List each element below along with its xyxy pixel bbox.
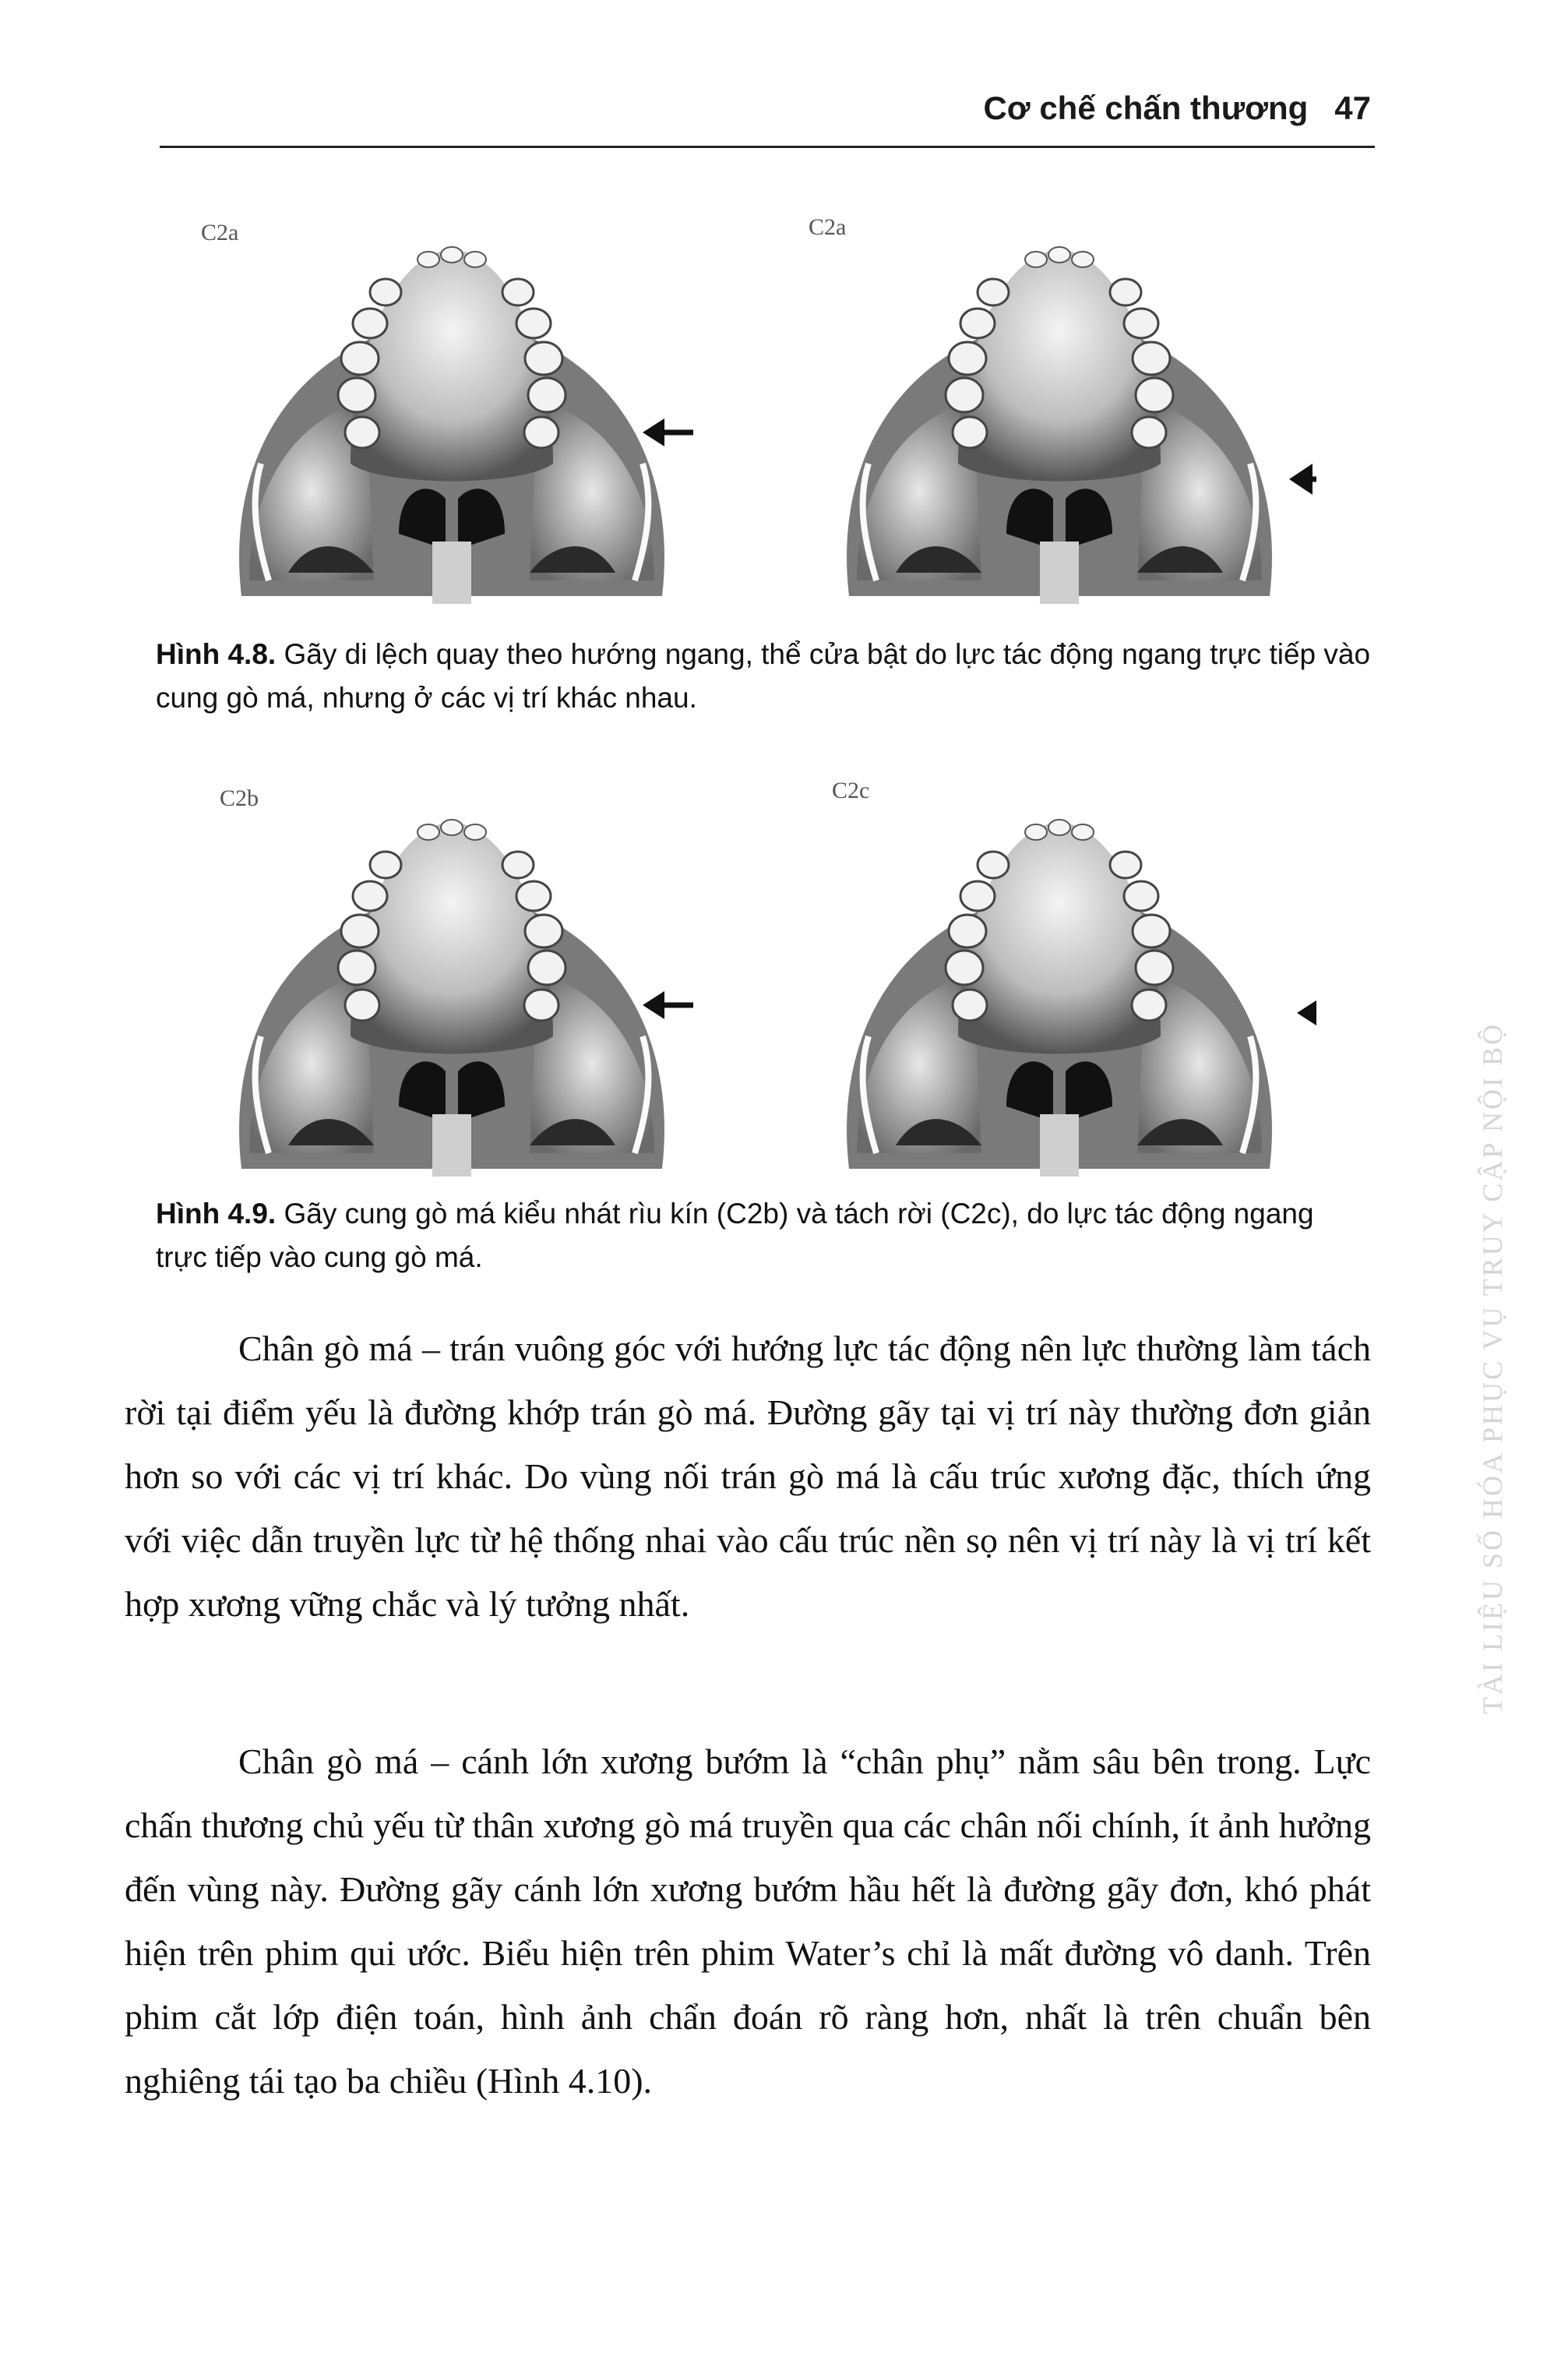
running-header: [919, 90, 1371, 144]
figure-caption-4-9: [156, 1192, 1371, 1279]
caption-ref: Hình 4.9.: [156, 1198, 277, 1230]
figure-label: C2b: [220, 785, 259, 811]
caption-ref: Hình 4.8.: [156, 638, 277, 670]
caption-text: Gãy cung gò má kiểu nhát rìu kín (C2b) và tách rời (C2c), do lực tác động ngang trực tiếp vào cung gò má.: [156, 1198, 1314, 1273]
figure-4-8-right: [802, 191, 1316, 612]
arrow-icon: [1289, 464, 1313, 495]
header-rule: [160, 146, 1375, 148]
skull-illustration: [195, 191, 709, 612]
vertical-side-note: TÀI LIỆU SỐ HÓA PHỤC VỤ TRUY CẬP NỘI BỘ: [1477, 1021, 1508, 1714]
body-paragraph: Chân gò má – cánh lớn xương bướm là “chân phụ” nằm sâu bên trong. Lực chấn thương chủ yếu từ thân xương gò má truyền qua các chân nối chính, ít ảnh hưởng đến vùng này. Đường gãy cánh lớn xương bướm hầu hết là đường gãy đơn, khó phát hiện trên phim qui ước. Biểu hiện trên phim Water’s chỉ là mất đường vô danh. Trên phim cắt lớp điện toán, hình ảnh chẩn đoán rõ ràng hơn, nhất là trên chuẩn bên nghiêng tái tạo ba chiều (Hình 4.10).: [125, 1741, 1371, 2101]
figure-label: C2a: [809, 214, 847, 240]
chapter-title: Cơ chế chấn thương: [983, 90, 1309, 126]
arrow-icon: [643, 991, 664, 1019]
skull-illustration: [802, 771, 1316, 1192]
figure-caption-4-8: [156, 633, 1371, 720]
body-paragraph: Chân gò má – trán vuông góc với hướng lực tác động nên lực thường làm tách rời tại điểm yếu là đường khớp trán gò má. Đường gãy tại vị trí này thường đơn giản hơn so với các vị trí khác. Do vùng nối trán gò má là cấu trúc xương đặc, thích ứng với việc dẫn truyền lực từ hệ thống nhai vào cấu trúc nền sọ nên vị trí này là vị trí kết hợp xương vững chắc và lý tưởng nhất.: [125, 1328, 1371, 1624]
page-number: 47: [1334, 90, 1371, 126]
arrow-icon: [643, 418, 664, 446]
figure-label: C2c: [832, 778, 870, 803]
figure-4-9-left: [195, 771, 709, 1192]
caption-text: Gãy di lệch quay theo hướng ngang, thể cửa bật do lực tác động ngang trực tiếp vào cung gò má, nhưng ở các vị trí khác nhau.: [156, 638, 1371, 714]
arrow-icon: [1297, 999, 1316, 1027]
figure-4-8-left: [195, 191, 709, 612]
figure-4-9-right: [802, 771, 1316, 1192]
skull-illustration: [802, 191, 1316, 612]
figure-label: C2a: [201, 220, 239, 245]
skull-illustration: [195, 771, 709, 1192]
